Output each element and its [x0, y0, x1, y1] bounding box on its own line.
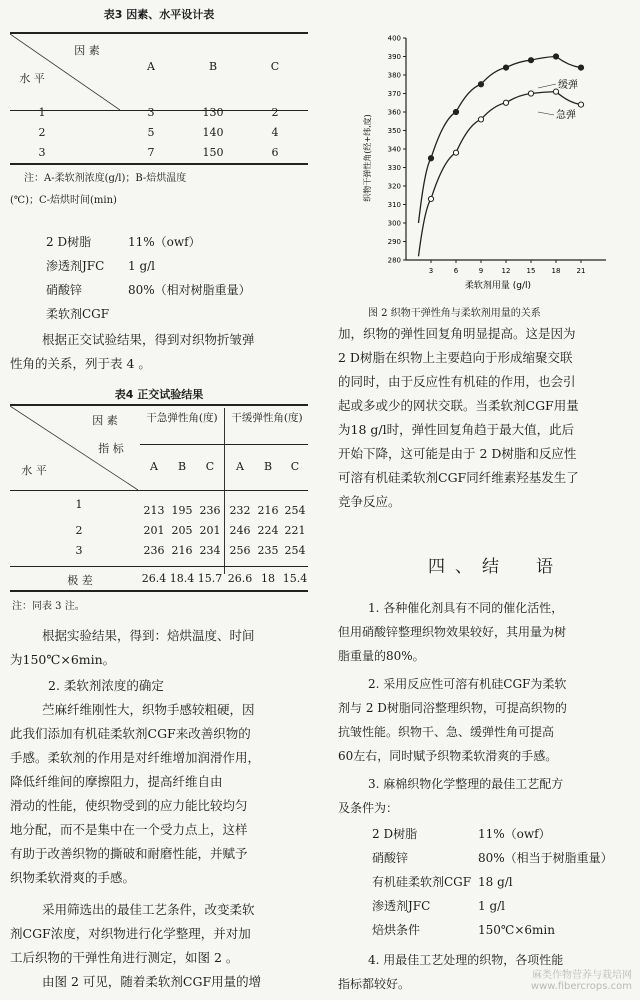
y-tick-label: 360 [387, 108, 401, 117]
text-line: 指标都较好。 [338, 977, 411, 991]
text-line: 抗皱性能。织物干、急、缓弹性角可提高 [338, 725, 555, 739]
x-tick-label: 9 [478, 267, 484, 275]
table4-row-level: 2 [75, 524, 83, 537]
table3-caption: 表3 因素、水平设计表 [103, 8, 215, 21]
optimal-list [372, 822, 634, 942]
table4-cell: 236 [143, 544, 165, 557]
table4-caption: 表4 正交试验结果 [114, 388, 204, 401]
recipe-value: 80%（相对树脂重量） [128, 283, 251, 297]
y-tick-label: 320 [387, 182, 401, 191]
optimal-value: 18 g/l [478, 875, 513, 889]
table3-row-level: 3 [38, 146, 46, 159]
optimal-value: 150℃×6min [478, 923, 555, 937]
text-line: 60左右，同时赋予织物柔软滑爽的手感。 [338, 749, 558, 763]
optimal-name: 硝酸锌 [372, 851, 409, 865]
text-line: 4. 用最佳工艺处理的织物，各项性能 [368, 953, 564, 967]
table4-subcol: C [290, 460, 300, 473]
figure2-caption: 图 2 织物干弹性角与柔软剂用量的关系 [368, 308, 541, 319]
data-point [478, 117, 483, 122]
text-line: 根据正交试验结果，得到对织物折皱弹 [42, 332, 255, 347]
text-line: 但用硝酸锌整理织物效果较好，其用量为树 [338, 625, 567, 639]
legend-fast: 急弹 [556, 110, 576, 121]
table4-cell: 216 [257, 504, 279, 517]
text-line: 此我们添加有机硅柔软剂CGF来改善织物的 [10, 726, 251, 741]
data-point [528, 91, 533, 96]
y-tick-label: 350 [387, 127, 401, 135]
table4-cell: 216 [171, 544, 193, 557]
table4-range: 18 [261, 572, 275, 585]
table4-subcol: B [177, 460, 187, 473]
figure2 [348, 8, 632, 298]
optimal-name: 有机硅柔软剂CGF [372, 875, 472, 889]
para-right [338, 322, 634, 514]
figure2-chart [348, 8, 632, 298]
text-line: 织物柔软滑爽的手感。 [10, 870, 136, 885]
optimal-name: 焙烘条件 [372, 923, 421, 937]
table3-cell: 2 [271, 106, 279, 119]
table4-cell: 232 [229, 504, 251, 517]
watermark [531, 966, 632, 992]
table4-cell: 256 [229, 544, 251, 557]
para-experiment [10, 898, 308, 970]
table4-row-level: 1 [75, 498, 83, 511]
table4-header-level: 水 平 [21, 464, 47, 477]
table3-cell: 130 [202, 106, 224, 119]
x-tick-label: 6 [453, 267, 459, 275]
data-point [453, 109, 458, 114]
table4-cell: 246 [229, 524, 251, 537]
text-line: 2. 采用反应性可溶有机硅CGF为柔软 [368, 677, 567, 691]
table4-range: 26.6 [227, 572, 253, 585]
text-line: 手感。柔软剂的作用是对纤维增加润滑作用， [10, 750, 261, 765]
text-line: 的同时，由于反应性有机硅的作用，也会引 [338, 374, 576, 389]
text-line: 为18 g/l时，弹性回复角趋于最大值，此后 [338, 422, 575, 437]
table4-cell: 224 [257, 524, 279, 537]
table4-subcol: A [236, 460, 244, 473]
table4-cell: 201 [143, 524, 165, 537]
table4-row-level: 3 [75, 544, 83, 557]
x-tick-label: 21 [576, 267, 586, 275]
table4-cell: 221 [284, 524, 306, 537]
recipe-name: 2 D树脂 [46, 235, 92, 249]
series-line-slow [419, 57, 582, 224]
table3-cell: 4 [271, 126, 279, 139]
table3-cell: 5 [147, 126, 155, 139]
legend-slow: 缓弹 [558, 80, 578, 91]
y-tick-label: 380 [387, 71, 401, 80]
text-line: 起或多或少的网状交联。当柔软剂CGF用量 [338, 398, 579, 413]
section-title: 2. 柔软剂浓度的确定 [48, 678, 164, 693]
recipe-name: 渗透剂JFC [46, 259, 105, 273]
text-line: 有助于改善织物的撕破和耐磨性能，并赋予 [10, 846, 248, 861]
table3-cell: 3 [147, 106, 155, 119]
y-tick-label: 400 [387, 34, 401, 43]
x-tick-label: 15 [526, 267, 536, 275]
y-tick-label: 330 [387, 164, 401, 172]
data-point [578, 65, 583, 70]
table4-cell: 235 [257, 544, 279, 557]
recipe-name: 硝酸锌 [46, 283, 83, 297]
data-point [428, 156, 433, 161]
text-line: 及条件为： [338, 801, 399, 815]
optimal-name: 渗透剂JFC [372, 899, 431, 913]
text-line: 剂与 2 D树脂同浴整理织物，可提高织物的 [338, 701, 567, 715]
table4-range: 26.4 [141, 572, 167, 585]
data-point [503, 100, 508, 105]
x-axis-label: 柔软剂用量 (g/l) [464, 281, 532, 291]
text-line: 苎麻纤维刚性大，织物手感较粗硬，因 [42, 702, 255, 717]
table4-subcol: C [205, 460, 215, 473]
data-point [453, 150, 458, 155]
y-tick-label: 310 [387, 201, 401, 209]
recipe-value: 1 g/l [128, 259, 156, 273]
y-tick-label: 340 [387, 145, 401, 154]
y-tick-label: 290 [387, 238, 401, 246]
y-tick-label: 370 [387, 90, 401, 98]
y-tick-label: 390 [387, 53, 401, 61]
table3-cell: 7 [147, 146, 155, 159]
text-line: 2 D树脂在织物上主要趋向于形成缩聚交联 [338, 350, 573, 365]
table3 [10, 24, 308, 164]
conclusion-heading: 四、结 语 [428, 557, 563, 577]
para-result [10, 624, 308, 672]
recipe-value: 11%（owf） [128, 235, 201, 249]
table4-note: 注：同表 3 注。 [12, 601, 85, 612]
data-point [528, 58, 533, 63]
x-tick-label: 12 [501, 267, 511, 275]
y-axis-label: 织物干弹性角(经+纬,度) [363, 114, 372, 202]
text-line: 开始下降，这可能是由于 2 D树脂和反应性 [338, 446, 577, 461]
text-line: 降低纤维间的摩擦阻力，提高纤维自由 [10, 774, 223, 789]
x-tick-label: 3 [428, 267, 434, 275]
y-tick-label: 300 [387, 219, 401, 228]
table3-note-2: (℃)；C-焙烘时间(min) [10, 195, 117, 206]
text-line: 滑动的性能，使织物受到的应力能比较均匀 [10, 798, 248, 813]
table4-range: 15.7 [197, 572, 223, 585]
table4-cell: 205 [171, 524, 193, 537]
table4-cell: 254 [284, 504, 306, 517]
x-tick-label: 18 [551, 267, 561, 275]
table4-cell: 236 [199, 504, 221, 517]
table4-header-index: 指 标 [98, 442, 124, 455]
optimal-value: 1 g/l [478, 899, 506, 913]
table3-col-c: C [270, 60, 280, 73]
y-tick-label: 280 [387, 256, 401, 265]
text-line: 地分配，而不是集中在一个受力点上，这样 [10, 822, 248, 837]
table3-cell: 150 [202, 146, 224, 159]
table4-range: 18.4 [169, 572, 195, 585]
table3-cell: 140 [202, 126, 224, 139]
optimal-value: 80%（相当于树脂重量） [478, 851, 613, 865]
table4-cell: 213 [143, 504, 165, 517]
para-softener [10, 698, 308, 890]
table3-col-a: A [147, 60, 155, 73]
table4-group2: 干缓弹性角(度) [231, 412, 303, 424]
table4-range: 15.4 [282, 572, 308, 585]
table4-header-factor: 因 素 [92, 414, 118, 427]
optimal-name: 2 D树脂 [372, 827, 418, 841]
text-line: 根据实验结果，得到：焙烘温度、时间 [42, 628, 255, 643]
watermark-line: 麻类作物营养与栽培网 [532, 970, 632, 981]
table3-row-level: 1 [38, 106, 46, 119]
text-line: 剂CGF浓度，对织物进行化学整理，并对加 [10, 926, 251, 941]
table4-group1: 干急弹性角(度) [146, 412, 218, 424]
text-line: 加，织物的弹性回复角明显提高。这是因为 [338, 326, 576, 341]
table3-cell: 6 [271, 146, 279, 159]
text-line: 性角的关系，列于表 4 。 [10, 356, 151, 371]
text-line: 1. 各种催化剂具有不同的催化活性， [368, 601, 564, 615]
recipe-name: 柔软剂CGF [46, 307, 110, 321]
table4-cell: 195 [171, 504, 193, 517]
data-point [553, 54, 558, 59]
table4-subcol: A [150, 460, 158, 473]
text-line: 采用筛选出的最佳工艺条件，改变柔软 [42, 902, 255, 917]
text-line: 工后织物的干弹性角进行测定，如图 2 。 [10, 950, 239, 965]
recipe-list [46, 230, 251, 326]
table4-subcol: B [263, 460, 273, 473]
para-fig-intro: 由图 2 可见，随着柔软剂CGF用量的增 [42, 974, 262, 989]
table3-row-level: 2 [38, 126, 46, 139]
text-line: 3. 麻棉织物化学整理的最佳工艺配方 [368, 777, 564, 791]
data-point [428, 196, 433, 201]
watermark-line: www.fibercrops.com [530, 981, 632, 992]
data-point [478, 82, 483, 87]
table4-range-label: 极 差 [67, 574, 93, 587]
table4-cell: 201 [199, 524, 221, 537]
table3-note-1: 注：A-柔软剂浓度(g/l)；B-焙烘温度 [24, 173, 187, 184]
table3-col-b: B [208, 60, 218, 73]
table4-cell: 234 [199, 544, 221, 557]
text-line: 脂重量的80%。 [338, 649, 425, 663]
text-line: 竞争反应。 [338, 494, 401, 509]
table3-header-level: 水 平 [19, 72, 45, 85]
para-orthogonal [10, 328, 308, 376]
optimal-value: 11%（owf） [478, 827, 551, 841]
table4-cell: 254 [284, 544, 306, 557]
table4 [10, 400, 308, 592]
conclusions [338, 596, 634, 820]
data-point [503, 65, 508, 70]
text-line: 为150℃×6min。 [10, 652, 116, 667]
data-point [578, 102, 583, 107]
text-line: 可溶有机硅柔软剂CGF同纤维素羟基发生了 [338, 470, 579, 485]
table3-header-factor: 因 素 [74, 44, 100, 57]
